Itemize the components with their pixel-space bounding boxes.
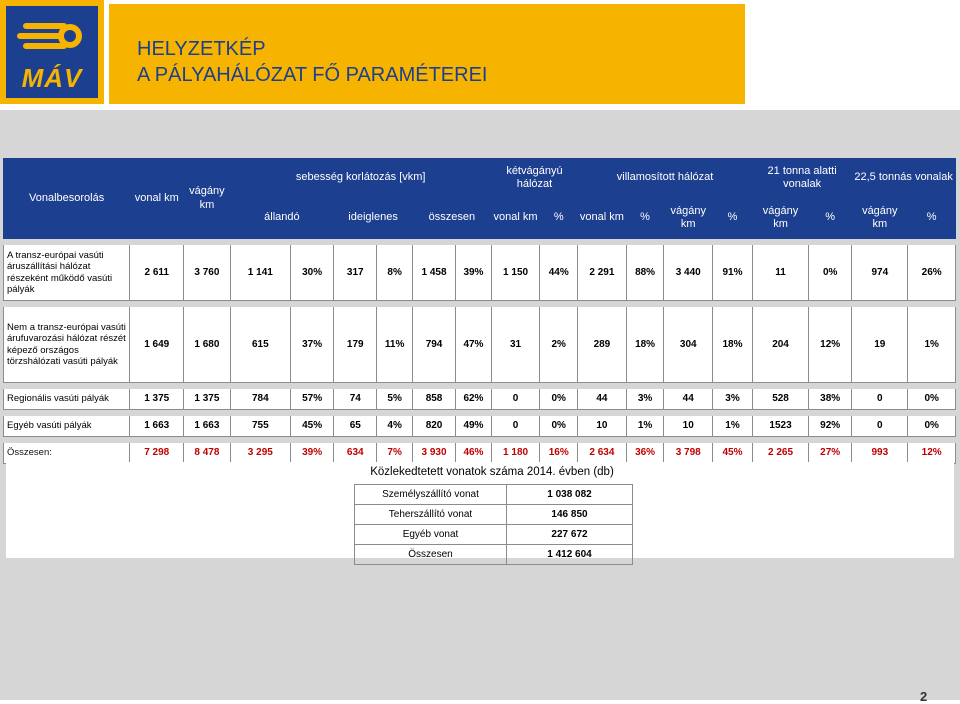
table-cell: 2 291 (578, 245, 627, 301)
table-cell: 45% (291, 416, 334, 437)
table-cell: 49% (456, 416, 492, 437)
table-cell: 30% (291, 245, 334, 301)
header-double-pct: % (540, 198, 578, 239)
table-cell: 74 (334, 389, 377, 410)
page-number: 2 (920, 689, 928, 704)
table-cell: 0 (491, 416, 540, 437)
table-cell: 2% (540, 307, 578, 383)
table-cell: 2 634 (578, 443, 627, 464)
table-row (4, 416, 956, 437)
header-double-km: vonal km (491, 198, 540, 239)
table-row-total (4, 443, 956, 464)
table-cell: 993 (852, 443, 908, 464)
table-cell: 38% (809, 389, 852, 410)
header-21t-km: vágány km (752, 198, 808, 239)
table-cell: 0% (809, 245, 852, 301)
table-cell: 1% (908, 307, 956, 383)
table-cell: 0% (540, 389, 578, 410)
table-cell: 304 (664, 307, 713, 383)
table-cell: 5% (377, 389, 413, 410)
table-cell: 62% (456, 389, 492, 410)
table-cell: 204 (752, 307, 808, 383)
table-cell: 0% (540, 416, 578, 437)
table-cell: 7 298 (130, 443, 184, 464)
row-label: Nem a transz-európai vasúti árufuvarozási hálózat részét képező országos törzshálózati vasúti pályák (4, 307, 130, 383)
table-cell: 65 (334, 416, 377, 437)
train-label: Egyéb vonat (355, 525, 507, 545)
table-cell: 10 (664, 416, 713, 437)
header-double-group: kétvágányú hálózat (491, 159, 577, 198)
table-cell: 0 (852, 389, 908, 410)
table-cell: 92% (809, 416, 852, 437)
table-cell: 1% (626, 416, 664, 437)
table-cell: 47% (456, 307, 492, 383)
train-value: 1 412 604 (507, 545, 633, 565)
table-cell: 1 150 (491, 245, 540, 301)
table-cell: 1 663 (130, 416, 184, 437)
table-cell: 7% (377, 443, 413, 464)
table-cell: 1 375 (184, 389, 230, 410)
table-cell: 1 649 (130, 307, 184, 383)
page-subtitle: A PÁLYAHÁLÓZAT FŐ PARAMÉTEREI (137, 64, 488, 86)
table-cell: 11% (377, 307, 413, 383)
table-cell: 784 (230, 389, 290, 410)
table-cell: 3 760 (184, 245, 230, 301)
table-cell: 3 295 (230, 443, 290, 464)
table-cell: 1 180 (491, 443, 540, 464)
header-225t-km: vágány km (852, 198, 908, 239)
train-row (355, 505, 633, 525)
table-cell: 18% (713, 307, 753, 383)
table-row (4, 307, 956, 383)
header-elec-line-pct: % (626, 198, 664, 239)
table-cell: 8 478 (184, 443, 230, 464)
table-cell: 3 798 (664, 443, 713, 464)
table-cell: 45% (713, 443, 753, 464)
table-cell: 10 (578, 416, 627, 437)
table-cell: 1 680 (184, 307, 230, 383)
table-cell: 974 (852, 245, 908, 301)
train-value: 227 672 (507, 525, 633, 545)
mav-logo (0, 0, 104, 104)
table-cell: 1 375 (130, 389, 184, 410)
header-speed-group: sebesség korlátozás [vkm] (230, 159, 491, 198)
table-cell: 3% (626, 389, 664, 410)
train-count-table (354, 484, 633, 565)
table-cell: 57% (291, 389, 334, 410)
header-speed-total: összesen (412, 198, 491, 239)
header-speed-temporary: ideiglenes (334, 198, 413, 239)
train-value: 146 850 (507, 505, 633, 525)
table-cell: 0% (908, 389, 956, 410)
table-cell: 1 663 (184, 416, 230, 437)
row-label: Egyéb vasúti pályák (4, 416, 130, 437)
table-cell: 1 458 (412, 245, 455, 301)
train-row-total (355, 545, 633, 565)
train-row (355, 525, 633, 545)
title-banner (109, 4, 745, 104)
page-title: HELYZETKÉP (137, 38, 266, 60)
table-cell: 18% (626, 307, 664, 383)
table-cell: 0 (491, 389, 540, 410)
table-cell: 12% (908, 443, 956, 464)
row-label: Összesen: (4, 443, 130, 464)
table-cell: 1 141 (230, 245, 290, 301)
table-cell: 3% (713, 389, 753, 410)
header-21t-group: 21 tonna alatti vonalak (752, 159, 851, 198)
logo-panel (6, 6, 98, 98)
table-cell: 88% (626, 245, 664, 301)
logo-text: MÁV (21, 63, 83, 93)
table-cell: 3 440 (664, 245, 713, 301)
table-cell: 46% (456, 443, 492, 464)
row-label: Regionális vasúti pályák (4, 389, 130, 410)
table-cell: 39% (456, 245, 492, 301)
table-cell: 16% (540, 443, 578, 464)
table-cell: 4% (377, 416, 413, 437)
header-classification: Vonalbesorolás (4, 159, 130, 239)
table-cell: 858 (412, 389, 455, 410)
table-cell: 2 265 (752, 443, 808, 464)
table-cell: 31 (491, 307, 540, 383)
table-cell: 2 611 (130, 245, 184, 301)
train-count-title: Közlekedtetett vonatok száma 2014. évben (db) (370, 466, 614, 478)
header-electrified-group: villamosított hálózat (578, 159, 753, 198)
table-cell: 3 930 (412, 443, 455, 464)
train-value: 1 038 082 (507, 485, 633, 505)
table-cell: 27% (809, 443, 852, 464)
table-cell: 11 (752, 245, 808, 301)
table-cell: 12% (809, 307, 852, 383)
table-cell: 634 (334, 443, 377, 464)
table-cell: 19 (852, 307, 908, 383)
train-row (355, 485, 633, 505)
header-track-km: vágány km (184, 159, 230, 239)
table-cell: 39% (291, 443, 334, 464)
table-row (4, 245, 956, 301)
network-parameters-table (3, 158, 956, 464)
table-cell: 615 (230, 307, 290, 383)
table-cell: 44% (540, 245, 578, 301)
table-cell: 0% (908, 416, 956, 437)
table-cell: 289 (578, 307, 627, 383)
train-label: Teherszállító vonat (355, 505, 507, 525)
train-label: Személyszállító vonat (355, 485, 507, 505)
table-cell: 1523 (752, 416, 808, 437)
header-225t-group: 22,5 tonnás vonalak (852, 159, 956, 198)
table-row (4, 389, 956, 410)
table-cell: 179 (334, 307, 377, 383)
table-cell: 26% (908, 245, 956, 301)
table-cell: 0 (852, 416, 908, 437)
table-cell: 528 (752, 389, 808, 410)
header-21t-pct: % (809, 198, 852, 239)
table-cell: 794 (412, 307, 455, 383)
train-label: Összesen (355, 545, 507, 565)
table-cell: 36% (626, 443, 664, 464)
header-speed-permanent: állandó (230, 198, 334, 239)
table-cell: 91% (713, 245, 753, 301)
header-elec-line-km: vonal km (578, 198, 627, 239)
table-cell: 1% (713, 416, 753, 437)
header-line-km: vonal km (130, 159, 184, 239)
table-cell: 37% (291, 307, 334, 383)
header-225t-pct: % (908, 198, 956, 239)
table-cell: 317 (334, 245, 377, 301)
table-cell: 8% (377, 245, 413, 301)
header-elec-track-km: vágány km (664, 198, 713, 239)
row-label: A transz-európai vasúti áruszállítási hálózat részeként működő vasúti pályák (4, 245, 130, 301)
table-cell: 755 (230, 416, 290, 437)
table-cell: 820 (412, 416, 455, 437)
table-cell: 44 (578, 389, 627, 410)
header-elec-track-pct: % (713, 198, 753, 239)
table-cell: 44 (664, 389, 713, 410)
